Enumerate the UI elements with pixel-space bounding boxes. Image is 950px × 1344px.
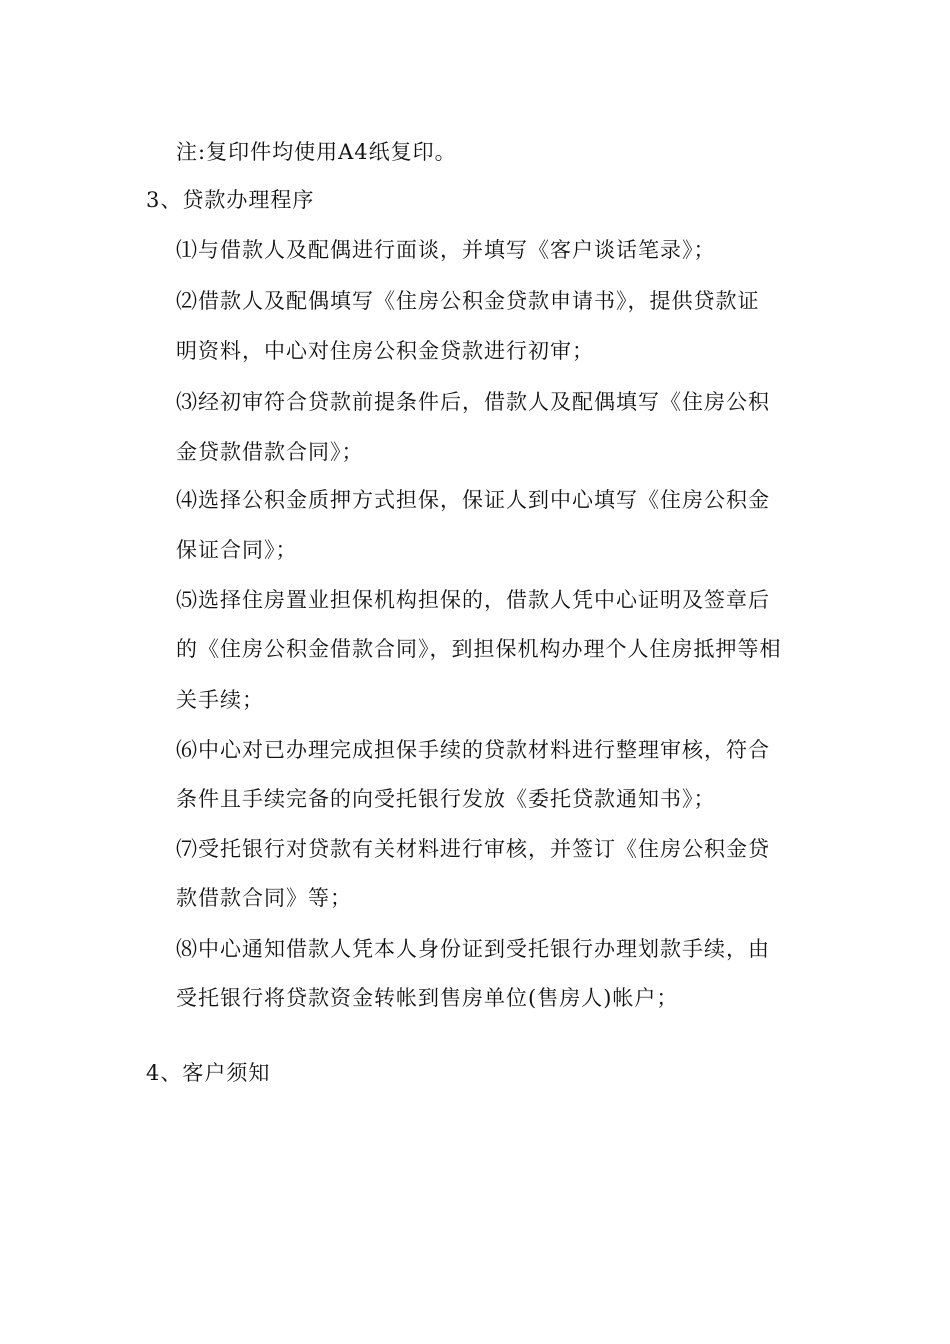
section-4-heading: 4、客户须知 [146,1061,271,1085]
step-6-line-2: 条件且手续完备的向受托银行发放《委托贷款通知书》； [176,787,716,811]
step-7-line-2: 款借款合同》等； [176,886,352,910]
step-2-line-2: 明资料，中心对住房公积金贷款进行初审； [176,339,594,363]
step-7-line-1: ⑺受托银行对贷款有关材料进行审核，并签订《住房公积金贷 [176,837,770,861]
step-2-line-1: ⑵借款人及配偶填写《住房公积金贷款申请书》，提供贷款证 [176,289,760,313]
step-6-line-1: ⑹中心对已办理完成担保手续的贷款材料进行整理审核，符合 [176,738,770,762]
step-8-line-2: 受托银行将贷款资金转帐到售房单位(售房人)帐户； [176,986,679,1010]
step-5-line-1: ⑸选择住房置业担保机构担保的，借款人凭中心证明及签章后 [176,588,770,612]
note-text: 注:复印件均使用A4纸复印。 [176,140,457,164]
step-1-line: ⑴与借款人及配偶进行面谈，并填写《客户谈话笔录》； [176,238,716,262]
step-3-line-2: 金贷款借款合同》； [176,440,364,464]
step-4-line-1: ⑷选择公积金质押方式担保，保证人到中心填写《住房公积金 [176,488,770,512]
section-3-heading: 3、贷款办理程序 [146,188,315,212]
step-8-line-1: ⑻中心通知借款人凭本人身份证到受托银行办理划款手续，由 [176,937,770,961]
step-3-line-1: ⑶经初审符合贷款前提条件后，借款人及配偶填写《住房公积 [176,390,770,414]
step-5-line-2: 的《住房公积金借款合同》，到担保机构办理个人住房抵押等相 [176,637,782,661]
step-4-line-2: 保证合同》； [176,538,298,562]
step-5-line-3: 关手续； [176,688,264,712]
